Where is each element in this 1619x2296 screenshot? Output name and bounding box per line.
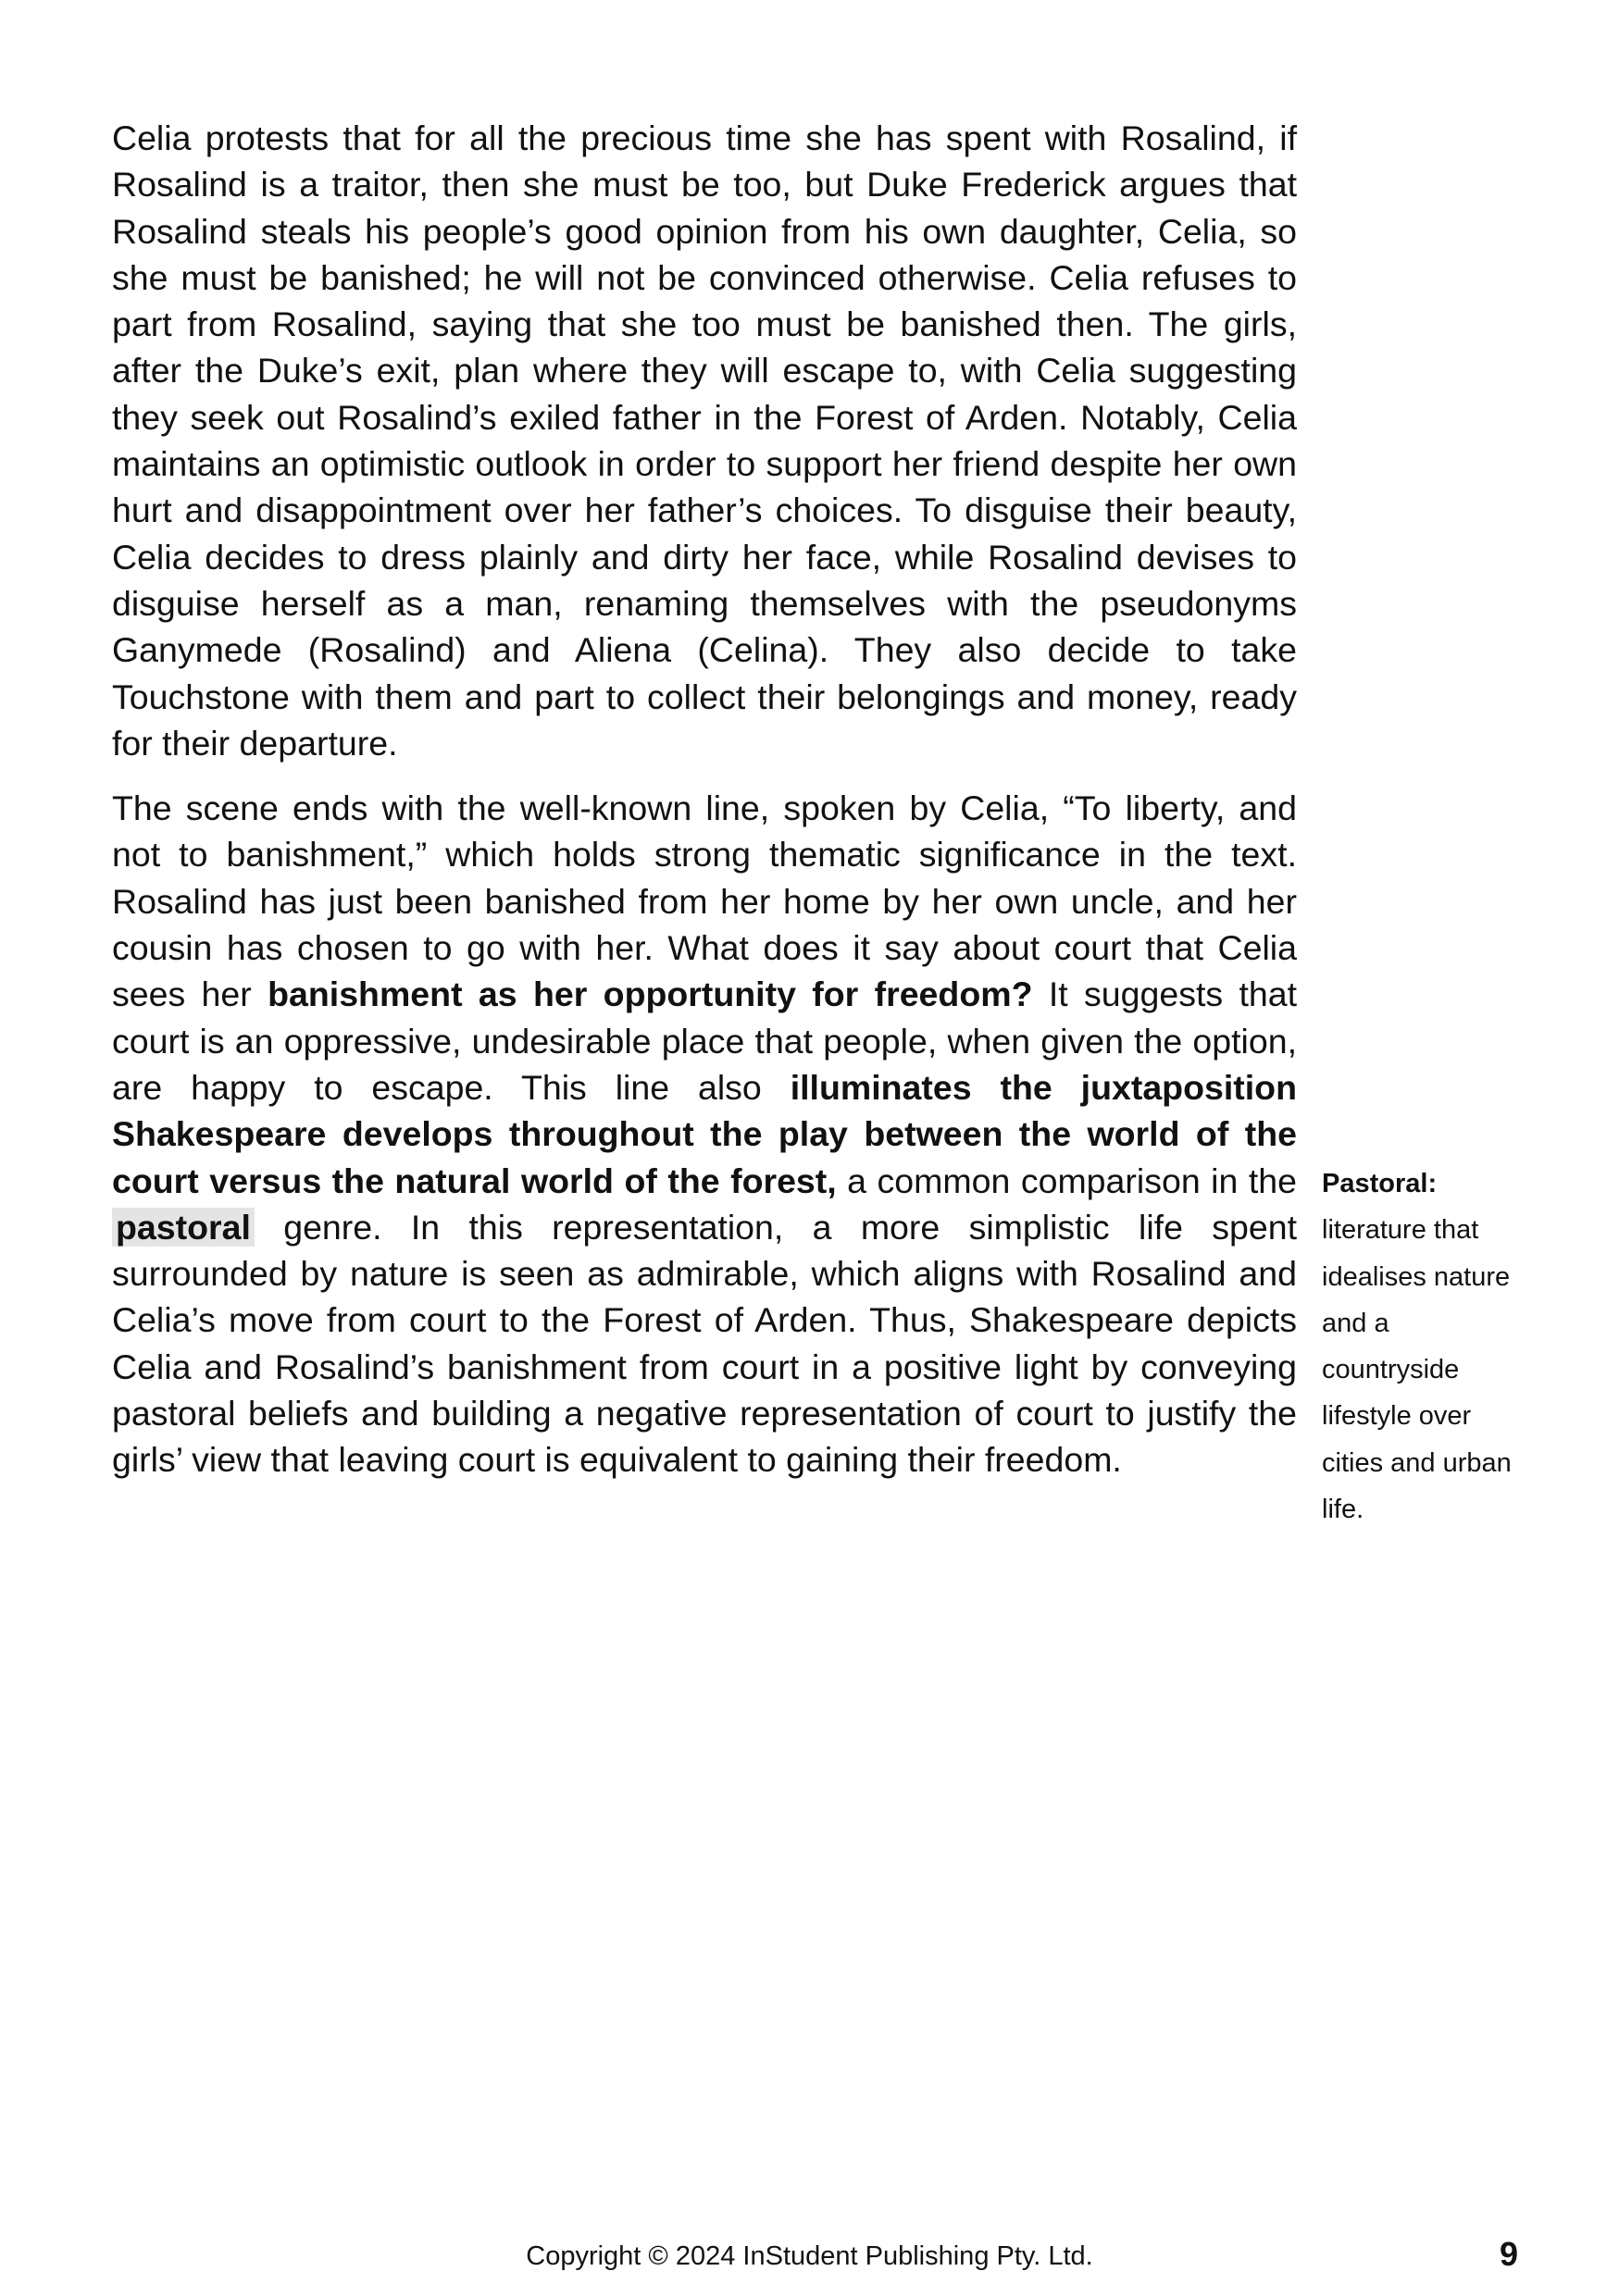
sidenote-line: idealises nature — [1322, 1261, 1511, 1292]
sidenote-line: lifestyle over — [1322, 1401, 1472, 1432]
main-text-column — [112, 115, 1297, 1502]
glossary-sidenote — [1322, 1160, 1539, 1533]
sidenote-line: cities and urban — [1322, 1447, 1512, 1478]
analysis-text-3: a common comparison in the — [836, 1160, 1297, 1200]
sidenote-line: literature that — [1322, 1215, 1479, 1246]
analysis-text-4: genre. In this representation, a more simplistic life spent surrounded by nature is seen as admirable, which aligns with Rosalind and Celia’s move from court to the Forest of Arden. Thus, Shakespeare depicts Celia and Rosalind’s banishment from court in a positive light by conveying pastoral beliefs and building a negative representation of court to justify the girls’ view that leaving court is equivalent to gaining their freedom. — [112, 1207, 1297, 1480]
analysis-text-2: It suggests that court is an oppressive, undesirable place that people, when given the option, are happy to escape. This line also — [112, 974, 1298, 1107]
page-number: 9 — [1499, 2235, 1518, 2273]
paragraph-thematic-analysis — [112, 785, 1297, 1483]
bold-phrase-banishment: banishment as her opportunity for freedom? — [268, 974, 1033, 1014]
analysis-text-1: The scene ends with the well-known line, spoken by Celia, “To liberty, and not to banishment,” which holds strong thematic significance in the text. Rosalind has just been banished from her home by her own uncle, and her cousin has chosen to go with her. What does it say about court that Celia sees her — [112, 788, 1297, 1014]
sidenote-line: countryside — [1322, 1355, 1460, 1385]
glossary-term-highlight: pastoral — [112, 1208, 255, 1247]
sidenote-term: Pastoral: — [1322, 1169, 1438, 1198]
sidenote-line: life. — [1322, 1495, 1364, 1525]
sidenote-line: and a — [1322, 1308, 1389, 1338]
bold-phrase-juxtaposition: illuminates the juxtaposition Shakespeare develops throughout the play between the world of the court versus the natural world of the forest, — [112, 1067, 1297, 1200]
paragraph-scene-summary: Celia protests that for all the precious time she has spent with Rosalind, if Rosalind is a traitor, then she must be too, but Duke Frederick argues that Rosalind steals his people’s good opinion from his own daughter, Celia, so she must be banished; he will not be convinced otherwise. Celia refuses to part from Rosalind, saying that she too must be banished then. The girls, after the Duke’s exit, plan where they will escape to, with Celia suggesting they seek out Rosalind’s exiled father in the Forest of Arden. Notably, Celia maintains an optimistic outlook in order to support her friend despite her own hurt and disappointment over her father’s choices. To disguise their beauty, Celia decides to dress plainly and dirty her face, while Rosalind devises to disguise herself as a man, renaming themselves with the pseudonyms Ganymede (Rosalind) and Aliena (Celina). They also decide to take Touchstone with them and part to collect their belongings and money, ready for their departure. — [112, 118, 1297, 763]
footer-copyright: Copyright © 2024 InStudent Publishing Pty. Ltd. — [526, 2241, 1093, 2271]
